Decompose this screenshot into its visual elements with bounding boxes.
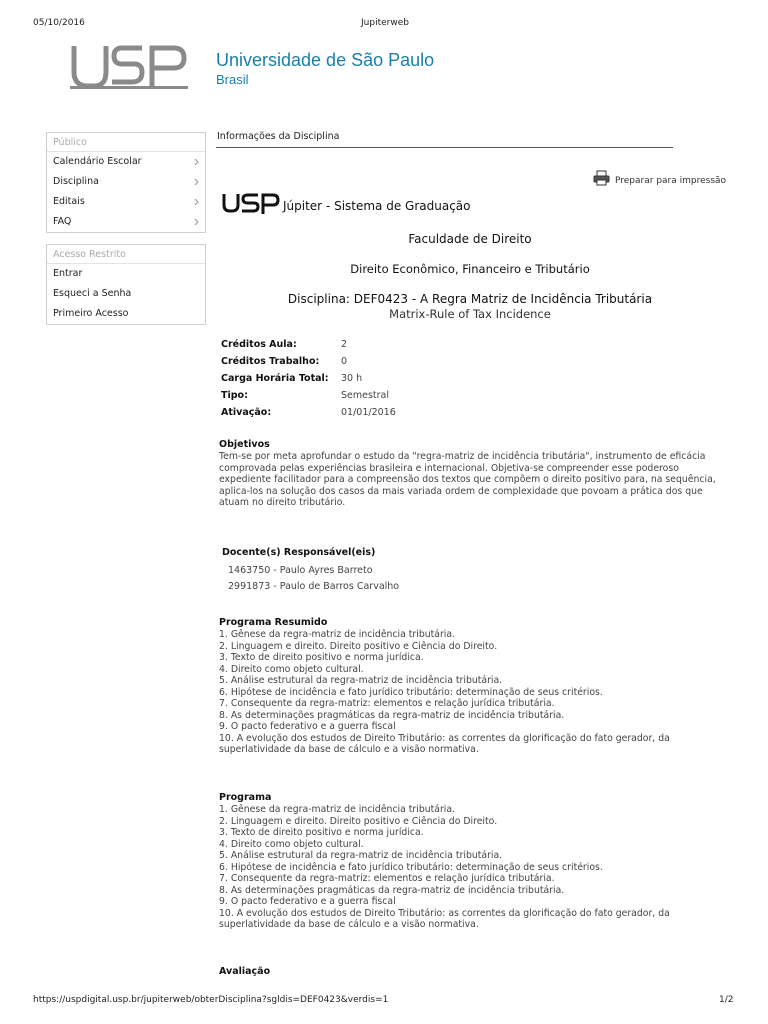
- discipline-title-en: Matrix-Rule of Tax Incidence: [389, 307, 551, 321]
- table-row: [221, 407, 396, 424]
- list-item: 10. A evolução dos estudos de Direito Tributário: as correntes da glorificação do fato gerador, da superlatividade da base de cálculo e a visão normativa.: [219, 907, 670, 930]
- programa-resumido-heading: Programa Resumido: [219, 617, 328, 628]
- list-item: 9. O pacto federativo e a guerra fiscal: [219, 896, 396, 907]
- objetivos-text: Tem-se por meta aprofundar o estudo da "regra-matriz de incidência tributária", instrumento de eficácia comprovada pelas experiências brasileira e internacional. Objetiva-se compreender esse poderoso expediente facilitador para a compreensão dos textos que compõem o direito positivo para, na sequência, aplica-los na solução dos casos da mais variada ordem de complexidade que povoam a prática dos que atuam no direito tributário.: [219, 451, 716, 508]
- table-row: [221, 339, 396, 356]
- chevron-right-icon: [194, 158, 199, 166]
- programa-resumido-list: [219, 629, 724, 756]
- info-value: 0: [341, 356, 348, 367]
- divider: [216, 147, 673, 148]
- system-title: Júpiter - Sistema de Graduação: [283, 199, 471, 213]
- menu-item-label: FAQ: [53, 216, 72, 227]
- info-label: Carga Horária Total:: [221, 373, 329, 384]
- menu-item-label: Esqueci a Senha: [53, 288, 132, 299]
- menu-item-label: Primeiro Acesso: [53, 308, 129, 319]
- list-item: 7. Consequente da regra-matriz: elementos e relação jurídica tributária.: [219, 873, 555, 884]
- programa-heading: Programa: [219, 792, 272, 803]
- printer-icon[interactable]: [593, 170, 610, 186]
- info-label: Ativação:: [221, 407, 272, 418]
- info-value: Semestral: [341, 390, 390, 401]
- list-item: 3. Texto de direito positivo e norma jurídica.: [219, 827, 424, 838]
- menu-item-entrar[interactable]: [47, 264, 205, 284]
- objetivos-heading: Objetivos: [219, 439, 270, 450]
- list-item: 1. Gênese da regra-matriz de incidência tributária.: [219, 629, 456, 640]
- menu-item-label: Calendário Escolar: [53, 156, 142, 167]
- department-name: Direito Econômico, Financeiro e Tributário: [350, 262, 590, 276]
- table-row: [221, 356, 396, 373]
- public-menu: [46, 132, 206, 233]
- discipline-info-table: [221, 339, 396, 424]
- list-item: 2991873 - Paulo de Barros Carvalho: [228, 581, 400, 592]
- university-country: Brasil: [216, 72, 249, 87]
- menu-item-disciplina[interactable]: [47, 172, 205, 192]
- menu-item-label: Editais: [53, 196, 85, 207]
- list-item: 1463750 - Paulo Ayres Barreto: [228, 565, 373, 576]
- list-item: 2. Linguagem e direito. Direito positivo e Ciência do Direito.: [219, 815, 498, 827]
- menu-item-primeiro-acesso[interactable]: [47, 304, 205, 324]
- docentes-heading: Docente(s) Responsável(eis): [222, 547, 376, 558]
- table-row: [221, 373, 396, 390]
- info-label: Créditos Trabalho:: [221, 356, 320, 367]
- info-value: 2: [341, 339, 348, 350]
- menu-item-label: Entrar: [53, 268, 83, 279]
- university-name: Universidade de São Paulo: [216, 50, 435, 70]
- info-value: 01/01/2016: [341, 407, 396, 418]
- list-item: 2. Linguagem e direito. Direito positivo e Ciência do Direito.: [219, 640, 498, 652]
- list-item: 3. Texto de direito positivo e norma jurídica.: [219, 652, 424, 663]
- print-link[interactable]: Preparar para impressão: [615, 176, 727, 186]
- info-label: Tipo:: [221, 390, 248, 401]
- list-item: 8. As determinações pragmáticas da regra-matriz de incidência tributária.: [219, 709, 565, 721]
- content-section-title: Informações da Disciplina: [217, 131, 340, 142]
- list-item: 6. Hipótese de incidência e fato jurídico tributário: determinação de seus critérios.: [219, 861, 603, 873]
- menu-item-label: Disciplina: [53, 176, 99, 187]
- list-item: 4. Direito como objeto cultural.: [219, 838, 364, 850]
- discipline-title: Disciplina: DEF0423 - A Regra Matriz de Incidência Tributária: [287, 292, 653, 306]
- chevron-right-icon: [194, 178, 199, 186]
- footer-page-number: 1/2: [719, 995, 734, 1005]
- list-item: 4. Direito como objeto cultural.: [219, 663, 364, 675]
- programa-list: [219, 804, 724, 931]
- list-item: 6. Hipótese de incidência e fato jurídico tributário: determinação de seus critérios.: [219, 686, 603, 698]
- restricted-menu: [46, 244, 206, 325]
- menu-item-editais[interactable]: [47, 192, 205, 212]
- menu-item-calendario[interactable]: [47, 152, 205, 172]
- public-menu-title: Público: [47, 133, 205, 152]
- list-item: 10. A evolução dos estudos de Direito Tributário: as correntes da glorificação do fato gerador, da superlatividade da base de cálculo e a visão normativa.: [219, 732, 670, 755]
- chevron-right-icon: [194, 198, 199, 206]
- list-item: 5. Análise estrutural da regra-matriz de incidência tributária.: [219, 850, 503, 861]
- info-value: 30 h: [341, 373, 363, 384]
- list-item: 1. Gênese da regra-matriz de incidência tributária.: [219, 804, 456, 815]
- print-date: 05/10/2016: [33, 18, 85, 28]
- list-item: 8. As determinações pragmáticas da regra-matriz de incidência tributária.: [219, 884, 565, 896]
- chevron-right-icon: [194, 218, 199, 226]
- avaliacao-heading: Avaliação: [219, 966, 271, 977]
- footer-url: https://uspdigital.usp.br/jupiterweb/obterDisciplina?sgldis=DEF0423&verdis=1: [33, 995, 389, 1005]
- print-title: Jupiterweb: [361, 18, 409, 28]
- usp-small-logo: [221, 192, 281, 215]
- menu-item-faq[interactable]: [47, 212, 205, 232]
- table-row: [221, 390, 396, 407]
- usp-logo: [70, 42, 188, 90]
- list-item: 5. Análise estrutural da regra-matriz de incidência tributária.: [219, 675, 503, 686]
- faculty-name: Faculdade de Direito: [408, 232, 532, 246]
- list-item: 7. Consequente da regra-matriz: elementos e relação jurídica tributária.: [219, 698, 555, 709]
- restricted-menu-title: Acesso Restrito: [47, 245, 205, 264]
- list-item: 9. O pacto federativo e a guerra fiscal: [219, 721, 396, 732]
- info-label: Créditos Aula:: [221, 339, 297, 350]
- menu-item-esqueci-senha[interactable]: [47, 284, 205, 304]
